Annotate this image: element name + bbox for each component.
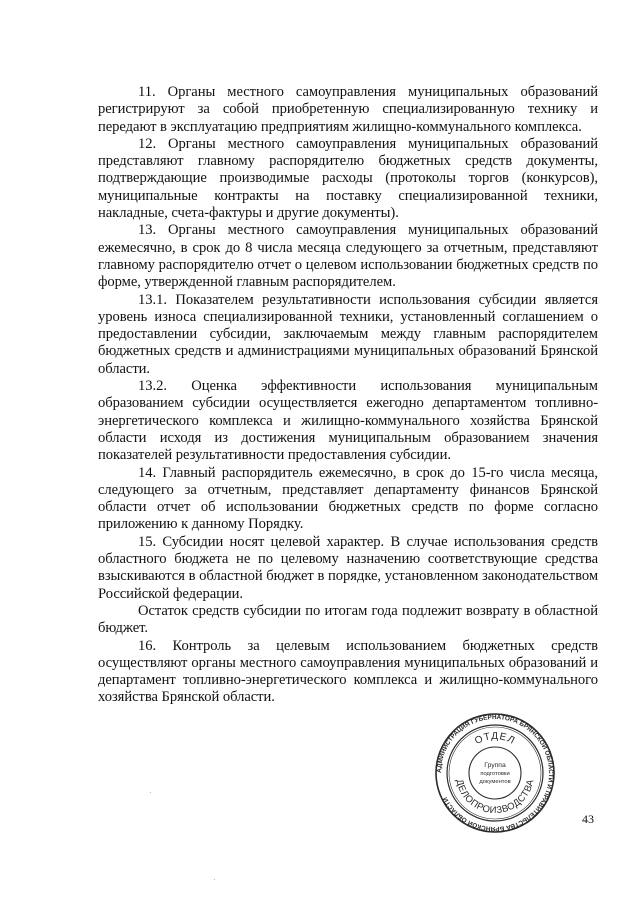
page-number: 43 — [582, 812, 594, 826]
paragraph-16: 16. Контроль за целевым использованием бюджетных средств осуществляют органы местного самоуправления муниципальных образований и департамент топливно-энергетического комплекса и жилищно-коммунального хозяйства Брянской области. — [98, 637, 598, 706]
paragraph-14: 14. Главный распорядитель ежемесячно, в срок до 15-го числа месяца, следующего за отчетным, представляет департаменту финансов Брянской области отчет об использовании бюджетных средств по форме согласно приложению к данному Порядку. — [98, 464, 598, 533]
stamp-outer-text: АДМИНИСТРАЦИЯ ГУБЕРНАТОРА БРЯНСКОЙ ОБЛАСТИ И ПРАВИТЕЛЬСТВА БРЯНСКОЙ ОБЛАСТИ — [435, 713, 555, 833]
paragraph-13-1: 13.1. Показателем результативности использования субсидии является уровень износа специализированной техники, установленный соглашением о предоставлении субсидии, заключаемым между главным распорядителем бюджетных средств и администрациями муниципальных образований Брянской области. — [98, 291, 598, 377]
paragraph-15: 15. Субсидии носят целевой характер. В случае использования средств областного бюджета не по целевому назначению соответствующие средства взыскиваются в областной бюджет в порядке, установленном законодательством Российской федерации. — [98, 533, 598, 602]
scan-speck — [150, 792, 151, 793]
stamp-bottom-text: ДЕЛОПРОИЗВОДСТВА — [453, 778, 537, 817]
stamp-center-line-1: Группа — [484, 762, 506, 769]
scan-speck — [214, 879, 215, 880]
paragraph-13: 13. Органы местного самоуправления муниципальных образований ежемесячно, в срок до 8 числа месяца следующего за отчетным, представляют главному распорядителю отчет о целевом использовании бюджетных средств по форме, утвержденной главным распорядителем. — [98, 222, 598, 291]
paragraph-12: 12. Органы местного самоуправления муниципальных образований представляют главному распорядителю бюджетных средств документы, подтверждающие производимые расходы (протоколы торгов (конкурсов), муниципальные контракты на поставку специализированной техники, накладные, счета-фактуры и другие документы). — [98, 135, 598, 222]
stamp-center-line-3: документов — [479, 779, 511, 785]
document-body — [98, 84, 598, 707]
paragraph-11: 11. Органы местного самоуправления муниципальных образований регистрируют за собой приобретенную специализированную технику и передают в эксплуатацию предприятиям жилищно-коммунального комплекса. — [98, 84, 598, 135]
stamp-top-text: ОТДЕЛ — [473, 730, 517, 747]
paragraph-13-2: 13.2. Оценка эффективности использования муниципальным образованием субсидии осуществляется ежегодно департаментом топливно-энергетического комплекса и жилищно-коммунального хозяйства Брянской области исходя из достижения муниципальным образованием значения показателей результативности предоставления субсидии. — [98, 378, 598, 464]
stamp-center-line-2: подготовки — [480, 771, 510, 777]
office-stamp — [434, 712, 556, 834]
paragraph-balance: Остаток средств субсидии по итогам года подлежит возврату в областной бюджет. — [98, 602, 598, 637]
